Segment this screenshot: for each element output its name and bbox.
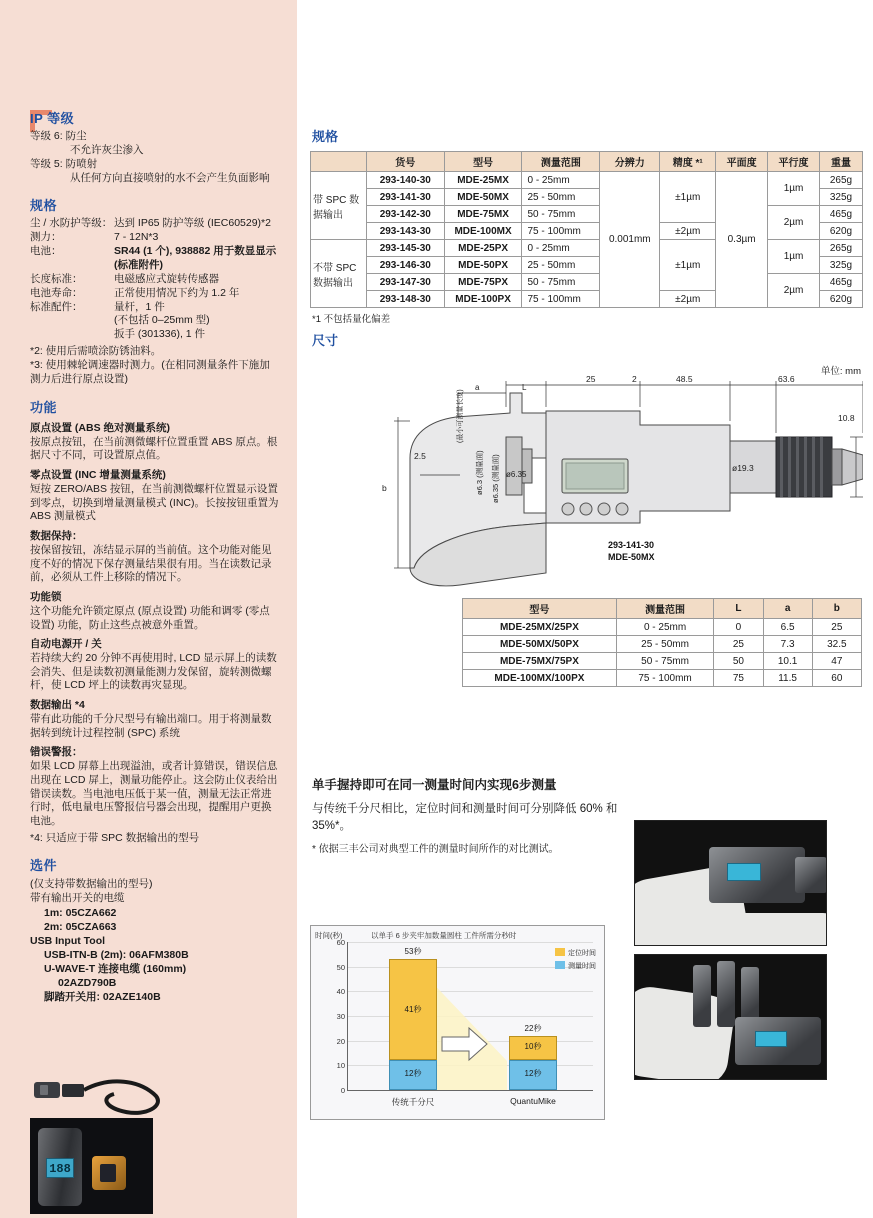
svg-text:(最小可测量长度): (最小可测量长度): [457, 389, 464, 443]
spec-parallelism-3: 2µm: [768, 274, 820, 308]
svg-text:a: a: [475, 383, 480, 392]
functions-block: [30, 397, 280, 846]
function-heading-origin: 原点设置 (ABS 绝对测量系统): [30, 421, 170, 434]
spec-parallelism-1: 2µm: [768, 206, 820, 240]
bar-total-quantumike: 22秒: [524, 1024, 542, 1033]
table-row: [463, 670, 862, 687]
functions-title: 功能: [30, 399, 58, 415]
spec-range-2: 50 - 75mm: [522, 206, 600, 223]
comparison-chart: [310, 925, 605, 1120]
options-block: [30, 855, 280, 1004]
device-photo: [30, 1118, 153, 1214]
dimensions-header-row: [463, 599, 862, 619]
dim-th-range: 测量范围: [616, 599, 713, 619]
table-row: [463, 636, 862, 653]
spec-table-header-row: [311, 152, 863, 172]
ip-line-2: 等级 5: 防喷射: [30, 157, 98, 170]
application-photo-bottom: [634, 954, 827, 1080]
spec-th-weight: 重量: [819, 152, 862, 172]
dim-range-2: 50 - 75mm: [616, 653, 713, 670]
dim-model-2: MDE-75MX/75PX: [463, 653, 617, 670]
chart-category-0: 传统千分尺: [391, 1097, 435, 1107]
spec-pn-4: 293-145-30: [366, 240, 444, 257]
spec-th-model: 型号: [444, 152, 522, 172]
dim-th-L: L: [714, 599, 763, 619]
spec-weight-2: 465g: [819, 206, 862, 223]
option-uwave-cable: U-WAVE-T 连接电缆 (160mm): [44, 962, 187, 975]
function-heading-error: 错误警报：: [30, 746, 83, 759]
svg-text:ø6.35 (测量面): ø6.35 (测量面): [491, 454, 500, 503]
application-photo-top: [634, 820, 827, 946]
svg-text:b: b: [382, 483, 387, 493]
spec-wrench-text: 扳手 (301336), 1 件: [114, 328, 206, 341]
table-row: [463, 653, 862, 670]
spec-model-2: MDE-75MX: [444, 206, 522, 223]
spec-footnote: *1 不包括量化偏差: [312, 314, 391, 325]
dim-b-0: 25: [812, 619, 861, 636]
chart-ylabel: 时间(秒): [315, 931, 343, 940]
ip-line-0: 等级 6: 防尘: [30, 130, 87, 142]
spec-range-6: 50 - 75mm: [522, 274, 600, 291]
photo-workpiece-1: [693, 965, 711, 1027]
spec-section-title: 规格: [312, 129, 339, 144]
svg-text:2: 2: [632, 374, 637, 384]
function-body-hold: 按保留按钮，冻结显示屏的当前值。这个功能对能见度不好的情况下保存测量结果很有用。当在读数记录前，必须从工件上移除的情况下。: [30, 543, 272, 584]
spec-value: 正常使用情况下约为 1.2 年: [114, 286, 240, 299]
promo-body: 与传统千分尺相比，定位时间和测量时间可分别降低 60% 和 35%*。: [312, 803, 618, 833]
option-uwave-pn: 02AZD790B: [58, 976, 117, 989]
function-body-error: 如果 LCD 屏幕上出现溢油，或者计算错误，错误信息出现在 LCD 屏上，测量功能停止。这会防止仪表给出错误读数。当电池电压低于某一值，测量无法正常进行时，低电量电压警报信号器会出现，提醒用户更换电池。: [30, 760, 278, 827]
photo-micrometer-lcd-2: [755, 1031, 787, 1047]
options-title: 选件: [30, 858, 58, 874]
spec-weight-4: 265g: [819, 240, 862, 257]
spec-model-3: MDE-100MX: [444, 223, 522, 240]
spec-model-1: MDE-50MX: [444, 189, 522, 206]
cable-illustration: [30, 1070, 170, 1122]
promo-headline: 单手握持即可在同一测量时间内实现6步测量: [312, 778, 557, 792]
spec-weight-1: 325g: [819, 189, 862, 206]
spec-title: 规格: [30, 198, 58, 214]
spec-resolution: 0.001mm: [600, 172, 660, 308]
dimensions-table: [462, 598, 862, 687]
ytick-20: 20: [336, 1037, 345, 1046]
spec-accuracy-0: ±1µm: [660, 172, 716, 223]
option-usb-input-tool: USB Input Tool: [30, 934, 106, 947]
dim-range-3: 75 - 100mm: [616, 670, 713, 687]
spec-range-1: 25 - 50mm: [522, 189, 600, 206]
dim-L-0: 0: [714, 619, 763, 636]
functions-note: *4: 只适应于带 SPC 数据输出的型号: [30, 831, 200, 844]
spec-pn-7: 293-148-30: [366, 291, 444, 308]
dimensions-unit-label: 单位: mm: [820, 366, 861, 377]
table-row: [311, 240, 863, 257]
left-sidebar-panel: [0, 0, 297, 1218]
bar-seg-traditional-positioning: 41秒: [404, 1005, 422, 1014]
svg-text:25: 25: [586, 374, 596, 384]
spec-pn-5: 293-146-30: [366, 257, 444, 274]
table-row: [311, 274, 863, 291]
dim-L-3: 75: [714, 670, 763, 687]
spec-range-0: 0 - 25mm: [522, 172, 600, 189]
spec-row: [30, 217, 280, 231]
spec-row: [30, 245, 280, 273]
spec-key: 电池：: [30, 245, 62, 258]
bar-seg-quantumike-positioning: 10秒: [524, 1042, 542, 1051]
spec-key: 测力：: [30, 231, 62, 244]
function-body-zero: 短按 ZERO/ABS 按钮，在当前测微螺杆位置显示设置到零点，切换到增量测量模式 (INC)。长按按钮重置为 ABS 测量模式: [30, 483, 279, 523]
svg-text:2.5: 2.5: [414, 451, 426, 461]
function-heading-autopower: 自动电源开 / 关: [30, 638, 102, 651]
legend-label-measuring: 测量时间: [568, 963, 596, 970]
spec-row: [30, 301, 280, 315]
ytick-60: 60: [336, 938, 345, 947]
ip-rating-block: [30, 108, 280, 185]
spec-row: [30, 231, 280, 245]
ytick-0: 0: [340, 1086, 345, 1095]
ytick-40: 40: [336, 987, 345, 996]
function-heading-lock: 功能锁: [30, 590, 62, 603]
dim-th-model: 型号: [463, 599, 617, 619]
dim-b-1: 32.5: [812, 636, 861, 653]
dim-L-2: 50: [714, 653, 763, 670]
table-row: [463, 619, 862, 636]
spec-range-3: 75 - 100mm: [522, 223, 600, 240]
spec-note-2: *2: 使用后需喷涂防锈油料。: [30, 345, 162, 358]
dim-a-0: 6.5: [763, 619, 812, 636]
micrometer-svg: [310, 363, 863, 598]
spec-model-5: MDE-50PX: [444, 257, 522, 274]
spec-th-accuracy: 精度 *¹: [660, 152, 716, 172]
micrometer-drawing: [310, 363, 863, 598]
dim-range-1: 25 - 50mm: [616, 636, 713, 653]
chart-x-axis: [347, 1090, 593, 1091]
promo-text-block: [310, 775, 630, 855]
legend-label-positioning: 定位时间: [568, 950, 596, 957]
spec-th-blank: [311, 152, 367, 172]
spec-model-0: MDE-25MX: [444, 172, 522, 189]
spec-weight-3: 620g: [819, 223, 862, 240]
ip-line-1: 不允许灰尘渗入: [70, 143, 144, 156]
svg-text:10.8: 10.8: [838, 413, 855, 423]
photo-workpiece-2: [717, 961, 735, 1027]
spec-accuracy-1: ±2µm: [660, 223, 716, 240]
dim-range-0: 0 - 25mm: [616, 619, 713, 636]
option-cable-2m: 2m: 05CZA663: [44, 920, 117, 933]
spec-pn-2: 293-142-30: [366, 206, 444, 223]
spec-flatness: 0.3µm: [716, 172, 768, 308]
dim-model-0: MDE-25MX/25PX: [463, 619, 617, 636]
option-cable-1m: 1m: 05CZA662: [44, 906, 117, 919]
spec-th-parallelism: 平行度: [768, 152, 820, 172]
svg-text:MDE-50MX: MDE-50MX: [608, 552, 655, 562]
dim-b-2: 47: [812, 653, 861, 670]
spec-row: [30, 287, 280, 301]
function-heading-zero: 零点设置 (INC 增量测量系统): [30, 469, 166, 482]
spec-value: 7 - 12N*3: [114, 231, 159, 244]
spec-th-range: 测量范围: [522, 152, 600, 172]
spec-weight-5: 325g: [819, 257, 862, 274]
function-body-lock: 这个功能允许锁定原点 (原点设置) 功能和调零 (零点设置) 功能，防止这些点被意外重置。: [30, 604, 270, 631]
spec-value: 达到 IP65 防护等级 (IEC60529)*2: [114, 217, 271, 230]
dim-L-1: 25: [714, 636, 763, 653]
svg-text:48.5: 48.5: [676, 374, 693, 384]
svg-text:ø19.3: ø19.3: [732, 463, 754, 473]
spec-table: [310, 151, 863, 308]
options-subtitle: (仅支持带数据输出的型号): [30, 878, 153, 891]
table-row: [311, 206, 863, 223]
dim-th-a: a: [763, 599, 812, 619]
svg-text:293-141-30: 293-141-30: [608, 540, 655, 550]
spec-value-extra: (不包括 0–25mm 型): [114, 314, 210, 327]
dimensions-section: [310, 330, 863, 687]
bar-seg-traditional-measuring: 12秒: [404, 1069, 422, 1078]
spec-pn-3: 293-143-30: [366, 223, 444, 240]
dim-b-3: 60: [812, 670, 861, 687]
dim-a-3: 11.5: [763, 670, 812, 687]
spec-range-4: 0 - 25mm: [522, 240, 600, 257]
spec-pn-1: 293-141-30: [366, 189, 444, 206]
option-usb-itn-b: USB-ITN-B (2m): 06AFM380B: [44, 948, 189, 961]
spec-group-spc: 带 SPC 数据输出: [311, 172, 367, 240]
spec-model-6: MDE-75PX: [444, 274, 522, 291]
spec-weight-6: 465g: [819, 274, 862, 291]
function-heading-output: 数据输出 *4: [30, 699, 85, 712]
spec-value-battery: SR44 (1 个), 938882 用于数显显示 (标准附件): [114, 245, 277, 272]
device-lcd: 188: [46, 1158, 74, 1178]
dim-th-b: b: [812, 599, 861, 619]
function-body-origin: 按原点按钮，在当前测微螺杆位置重置 ABS 原点。根据尺寸不同，可设置原点值。: [30, 435, 278, 462]
function-body-output: 带有此功能的千分尺型号有输出端口。用于将测量数据转到统计过程控制 (SPC) 系统: [30, 713, 272, 739]
spec-section: [310, 126, 863, 325]
ytick-50: 50: [336, 963, 345, 972]
spec-value: 电磁感应式旋转传感器: [114, 272, 219, 285]
ip-rating-title: IP 等级: [30, 111, 75, 126]
chart-category-1: QuantuMike: [510, 1096, 556, 1106]
spec-pn-6: 293-147-30: [366, 274, 444, 291]
dim-model-3: MDE-100MX/100PX: [463, 670, 617, 687]
spec-model-7: MDE-100PX: [444, 291, 522, 308]
svg-text:ø6.3 (测量面): ø6.3 (测量面): [475, 450, 484, 495]
spec-note-3: *3: 使用棘轮调速器时测力。(在相同测量条件下施加测力后进行原点设置): [30, 359, 270, 385]
device-connector-port: [100, 1164, 116, 1182]
function-body-autopower: 若持续大约 20 分钟不再使用时, LCD 显示屏上的读数会消失、但是读数初测量能测力发保留，旋转测微螺杆，使 LCD 坪上的读数再灾显现。: [30, 652, 277, 692]
spec-th-flatness: 平面度: [716, 152, 768, 172]
promo-footnote: * 依据三丰公司对典型工件的测量时间所作的对比测试。: [312, 843, 559, 855]
dim-model-1: MDE-50MX/50PX: [463, 636, 617, 653]
ip-line-3: 从任何方向直接喷射的水不会产生负面影响: [70, 171, 270, 184]
spec-row: [30, 273, 280, 287]
spec-parallelism-2: 1µm: [768, 240, 820, 274]
spec-parallelism-0: 1µm: [768, 172, 820, 206]
svg-text:L: L: [522, 383, 527, 392]
chart-frame: [310, 925, 605, 1120]
bar-total-traditional: 53秒: [404, 947, 422, 956]
photo-glove-fingers: [693, 913, 827, 946]
svg-text:ø6.35: ø6.35: [506, 470, 527, 479]
spec-value: 量杆，1 件: [114, 300, 165, 313]
photo-micrometer-lcd: [727, 863, 761, 881]
spec-weight-0: 265g: [819, 172, 862, 189]
spec-range-7: 75 - 100mm: [522, 291, 600, 308]
spec-model-4: MDE-25PX: [444, 240, 522, 257]
function-heading-hold: 数据保持：: [30, 529, 83, 542]
bar-seg-quantumike-measuring: 12秒: [524, 1069, 542, 1078]
spec-value-wrench: [30, 328, 280, 342]
photo-micrometer-thimble: [795, 857, 827, 893]
table-row: [311, 172, 863, 189]
ytick-30: 30: [336, 1012, 345, 1021]
dimensions-title: 尺寸: [312, 333, 339, 348]
spec-key: 标准配件：: [30, 300, 83, 313]
spec-accuracy-2: ±1µm: [660, 240, 716, 291]
spec-accuracy-3: ±2µm: [660, 291, 716, 308]
chart-title: 以单手 6 步夹牢加数量圆柱 工件所需分秒时: [371, 931, 517, 940]
ytick-10: 10: [336, 1061, 345, 1070]
spec-weight-7: 620g: [819, 291, 862, 308]
option-footswitch: 脚踏开关用: 02AZE140B: [44, 990, 161, 1003]
spec-th-partno: 货号: [366, 152, 444, 172]
spec-key: 电池寿命：: [30, 286, 83, 299]
spec-key: 尘 / 水防护等级：: [30, 217, 113, 230]
dim-a-2: 10.1: [763, 653, 812, 670]
dim-a-1: 7.3: [763, 636, 812, 653]
spec-group-nospc: 不带 SPC 数据输出: [311, 240, 367, 308]
spec-range-5: 25 - 50mm: [522, 257, 600, 274]
spec-block: [30, 195, 280, 386]
spec-key: 长度标准：: [30, 272, 83, 285]
svg-text:63.6: 63.6: [778, 374, 795, 384]
spec-pn-0: 293-140-30: [366, 172, 444, 189]
spec-th-resolution: 分辨力: [600, 152, 660, 172]
option-cable-label: 带有输出开关的电缆: [30, 892, 125, 905]
